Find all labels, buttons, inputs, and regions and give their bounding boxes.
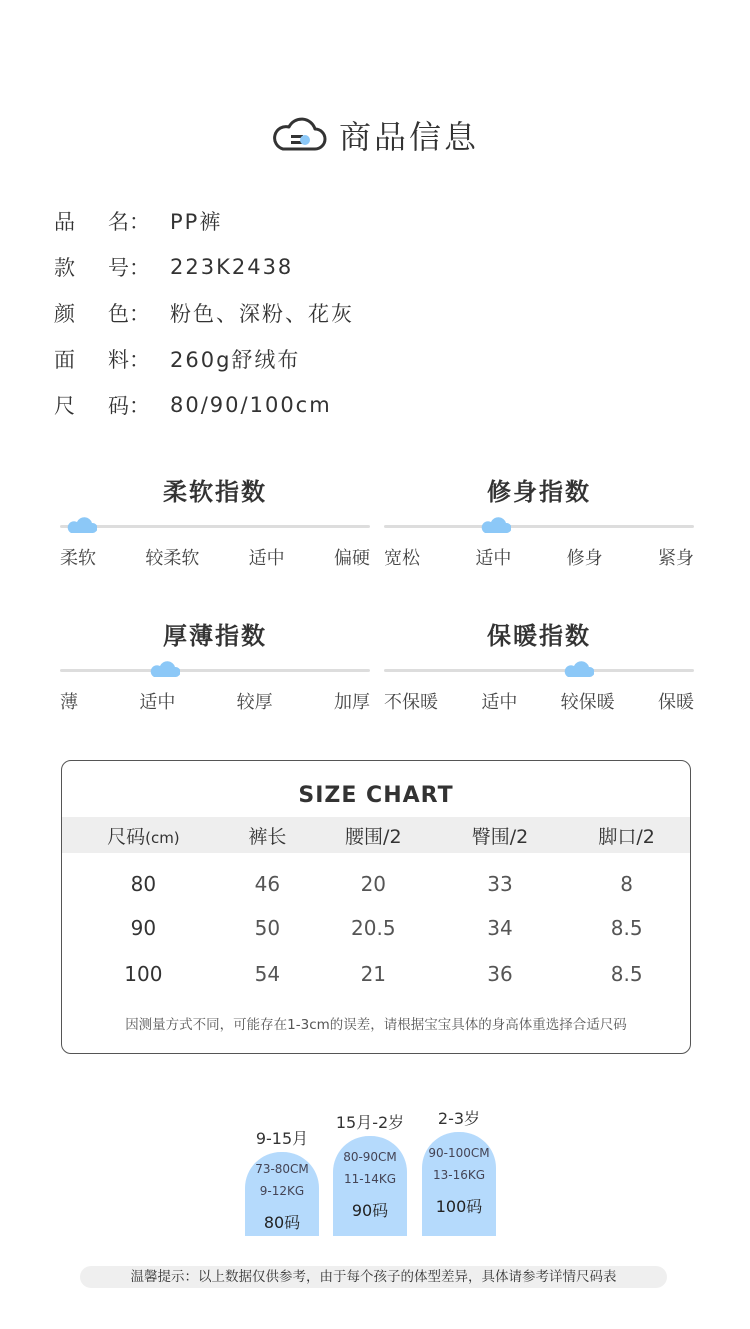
age-size: 80码 [263, 1213, 301, 1232]
index-label: 偏硬 [333, 548, 370, 569]
info-value: 260g舒绒布 [170, 348, 301, 372]
header-unit: (cm) [145, 828, 180, 847]
age-height: 73-80CM [255, 1162, 309, 1176]
info-label: 色： [108, 302, 150, 326]
index-label: 保暖 [657, 692, 694, 713]
table-cell: 90 [130, 916, 157, 940]
index-line [384, 669, 694, 672]
table-cell: 100 [124, 962, 163, 986]
table-cell: 20.5 [351, 916, 396, 940]
info-value: 223K2438 [170, 255, 294, 279]
table-cell: 8 [620, 872, 634, 896]
index-line [60, 669, 370, 672]
header-label: 尺码 [107, 825, 146, 848]
softness-index [60, 472, 370, 570]
table-cell: 8.5 [610, 916, 643, 940]
cloud-marker-icon [67, 516, 97, 534]
info-value: PP裤 [170, 210, 223, 234]
table-cell: 50 [254, 916, 281, 940]
table-row [62, 853, 690, 905]
table-cell: 80 [130, 872, 157, 896]
index-label: 柔软 [60, 548, 96, 569]
index-line [60, 525, 370, 528]
age-height: 80-90CM [343, 1150, 397, 1164]
info-label: 码： [108, 394, 150, 418]
info-label: 颜 [54, 302, 75, 326]
index-label: 适中 [248, 548, 285, 569]
warmth-index [384, 616, 694, 714]
table-cell: 36 [487, 962, 513, 986]
product-info [54, 198, 354, 428]
info-label: 号： [108, 256, 150, 280]
age-size: 90码 [351, 1201, 389, 1220]
index-title: 保暖指数 [487, 622, 591, 650]
size-note: 因测量方式不同，可能存在1-3cm的误差，请根据宝宝具体的身高体重选择合适尺码 [125, 1017, 627, 1033]
info-label: 料： [108, 348, 150, 372]
index-label: 适中 [139, 692, 176, 713]
cloud-marker-icon [150, 660, 180, 678]
table-cell: 21 [360, 962, 387, 986]
index-track [384, 516, 694, 538]
table-header-row [62, 817, 690, 853]
age-label: 2-3岁 [437, 1109, 481, 1128]
index-label: 修身 [566, 548, 603, 569]
age-label: 9-15月 [255, 1129, 309, 1148]
section-title: 商品信息 [338, 118, 479, 156]
table-header: 脚口/2 [563, 817, 690, 853]
index-track [60, 660, 370, 682]
index-label: 紧身 [657, 548, 694, 569]
age-size: 100码 [435, 1197, 483, 1216]
age-weight: 11-14KG [343, 1172, 397, 1186]
table-row [62, 905, 690, 951]
info-row-color [54, 290, 354, 336]
table-cell: 20 [360, 872, 387, 896]
table-cell: 33 [487, 872, 513, 896]
info-row-size [54, 382, 354, 428]
age-height: 90-100CM [428, 1146, 490, 1160]
info-label: 款 [54, 256, 75, 280]
age-label: 15月-2岁 [335, 1113, 405, 1132]
age-weight: 9-12KG [259, 1184, 305, 1198]
index-title: 柔软指数 [163, 478, 267, 506]
info-row-fabric [54, 336, 354, 382]
index-label: 适中 [481, 692, 518, 713]
index-label: 不保暖 [384, 692, 438, 713]
index-label: 较保暖 [560, 692, 615, 713]
age-weight: 13-16KG [432, 1168, 486, 1182]
fit-index [384, 472, 694, 570]
size-chart-title: SIZE CHART [298, 783, 454, 808]
age-card-body [333, 1136, 407, 1236]
index-title: 厚薄指数 [163, 622, 267, 650]
index-line [384, 525, 694, 528]
cloud-icon [271, 115, 327, 155]
info-label: 品 [54, 210, 75, 234]
info-label: 尺 [54, 394, 75, 418]
table-cell: 34 [487, 916, 513, 940]
index-label: 宽松 [384, 548, 420, 569]
table-cell: 46 [254, 872, 281, 896]
table-cell: 54 [254, 962, 281, 986]
table-header [62, 817, 225, 853]
index-label: 加厚 [333, 692, 370, 713]
info-label: 名： [108, 210, 150, 234]
table-header: 裤长 [225, 817, 310, 853]
info-label: 面 [54, 348, 75, 372]
age-card-body [422, 1132, 496, 1236]
index-label: 较厚 [236, 692, 273, 713]
cloud-marker-icon [481, 516, 511, 534]
size-table [62, 817, 690, 997]
info-value: 80/90/100cm [170, 393, 332, 417]
info-row-style [54, 244, 354, 290]
table-header: 腰围/2 [310, 817, 437, 853]
index-label: 较柔软 [145, 548, 200, 569]
section-header [0, 112, 750, 158]
age-card-100 [422, 1106, 496, 1236]
index-label: 适中 [475, 548, 512, 569]
age-card-body [245, 1152, 319, 1236]
age-card-80 [245, 1126, 319, 1236]
index-label: 薄 [60, 692, 78, 713]
info-value: 粉色、深粉、花灰 [170, 302, 354, 326]
age-card-90 [333, 1110, 407, 1236]
table-row [62, 951, 690, 997]
index-track [60, 516, 370, 538]
info-row-name [54, 198, 354, 244]
table-header: 臀围/2 [437, 817, 564, 853]
index-title: 修身指数 [487, 478, 591, 506]
size-chart [61, 760, 691, 1054]
cloud-marker-icon [564, 660, 594, 678]
index-track [384, 660, 694, 682]
tip-banner: 温馨提示：以上数据仅供参考，由于每个孩子的体型差异，具体请参考详情尺码表 [80, 1266, 667, 1288]
thickness-index [60, 616, 370, 714]
table-cell: 8.5 [610, 962, 643, 986]
